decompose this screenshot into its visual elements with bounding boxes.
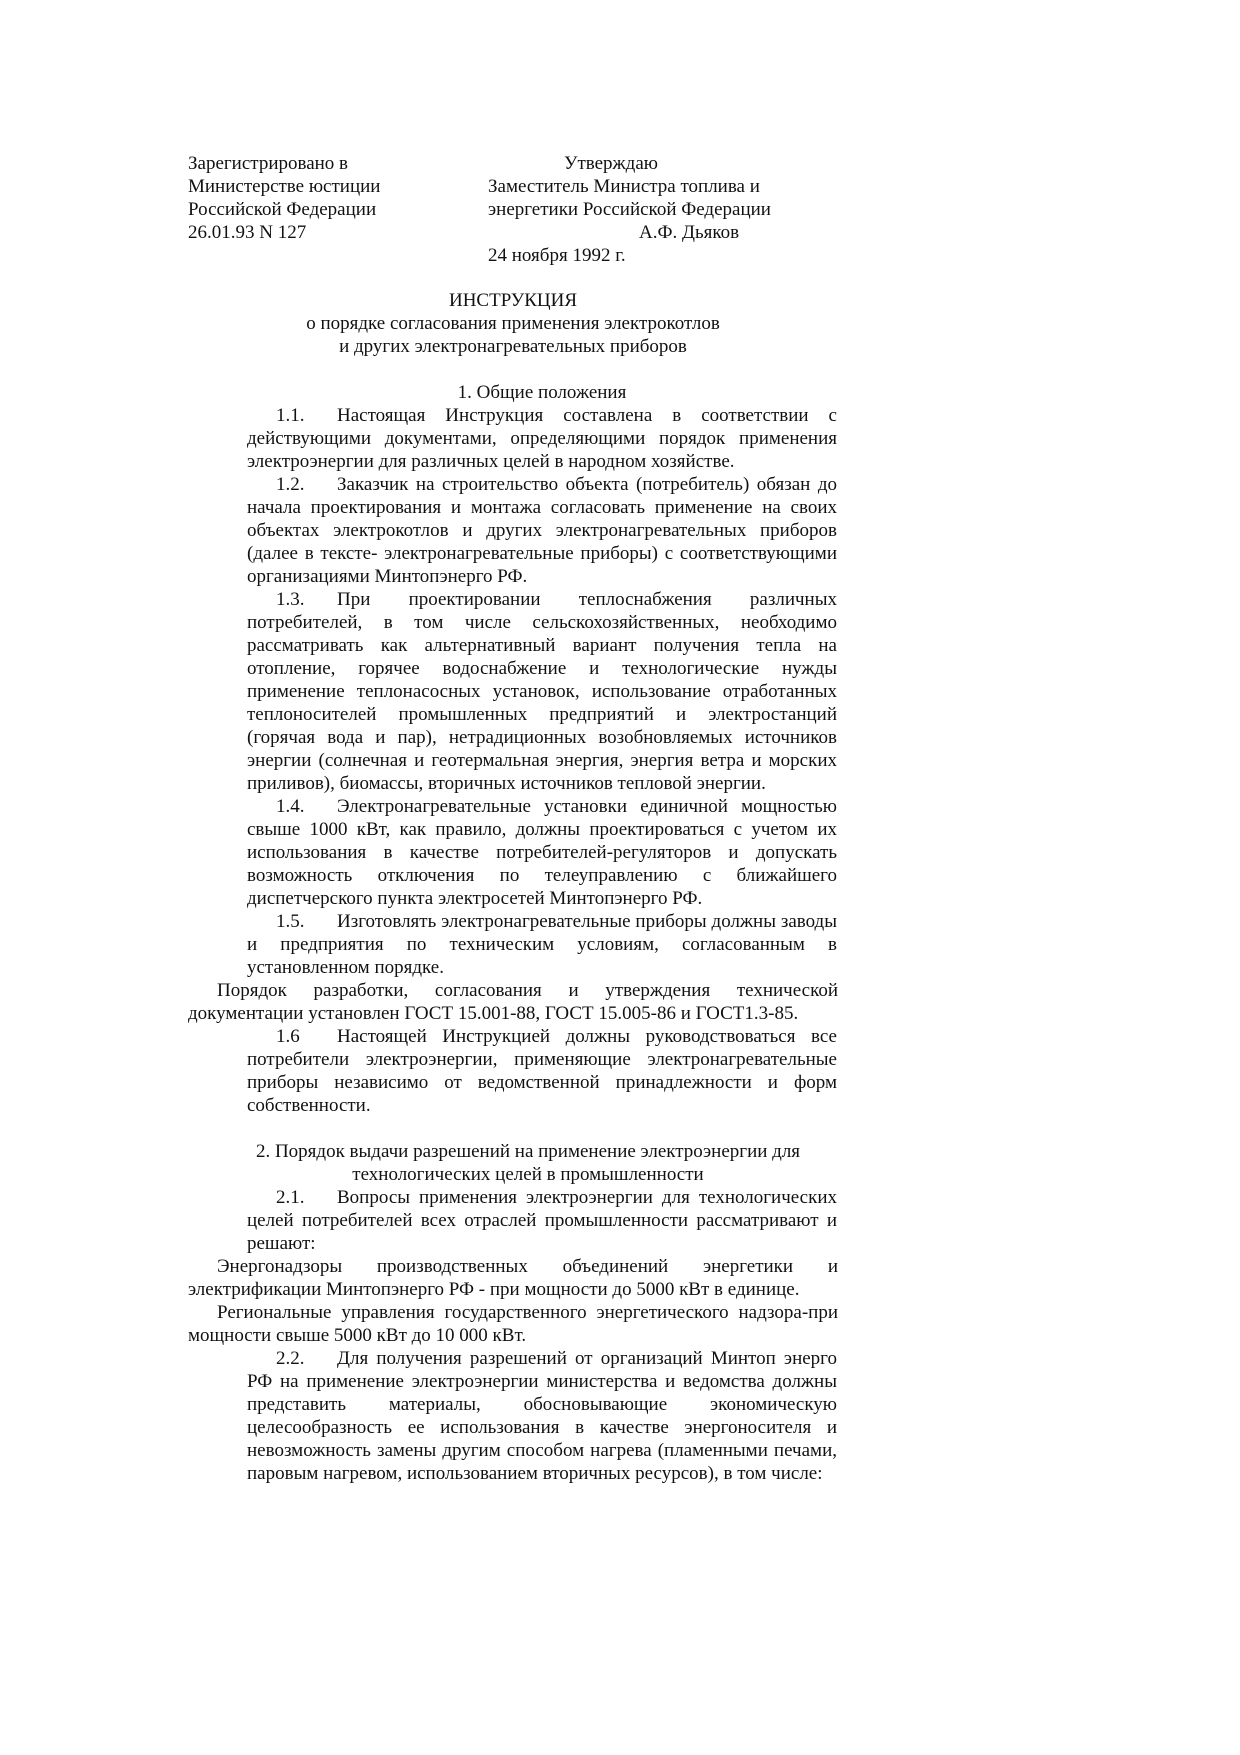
paragraph-energonadzor: Энергонадзоры производственных объединений энергетики и электрификации Минтопэнерго РФ - при мощности до 5000 кВт в единице. xyxy=(188,1256,838,1300)
paragraph-text: При проектировании теплоснабжения различных потребителей, в том числе сельскохозяйственных, необходимо рассматривать как альтернативный вариант получения тепла на отопление, горячее водоснабжение и технологические нужды применение теплонасосных установок, использование отработанных теплоносителей промышленных предприятий и электростанций (горячая вода и пар), нетрадиционных возобновляемых источников энергии (солнечная и геотермальная энергия, энергия ветра и морских приливов), биомассы, вторичных источников тепловой энергии. xyxy=(247,589,837,794)
paragraph-text: Настоящая Инструкция составлена в соответствии с действующими документами, определяющими порядок применения электроэнергии для различных целей в народном хозяйстве. xyxy=(247,405,837,472)
title-subtitle: о порядке согласования применения электрокотлов xyxy=(306,313,720,334)
paragraph-number: 1.1. xyxy=(276,405,305,426)
approver-name: А.Ф. Дьяков xyxy=(639,222,740,243)
paragraph-number: 1.6 xyxy=(276,1026,300,1047)
registration-line: Министерстве юстиции xyxy=(188,176,381,197)
paragraph-number: 2.1. xyxy=(276,1187,305,1208)
approval-block xyxy=(488,152,808,267)
paragraph-documentation-order: Порядок разработки, согласования и утверждения технической документации установлен ГОСТ 15.001-88, ГОСТ 15.005-86 и ГОСТ1.3-85. xyxy=(188,980,838,1024)
registration-block xyxy=(188,152,448,244)
approver-title: энергетики Российской Федерации xyxy=(488,199,771,220)
section-1-heading: 1. Общие положения xyxy=(457,382,627,403)
paragraph-1-2 xyxy=(247,473,837,588)
registration-line: Российской Федерации xyxy=(188,199,377,220)
paragraph-1-1 xyxy=(247,404,837,473)
approval-date: 24 ноября 1992 г. xyxy=(488,245,626,266)
paragraph-number: 1.3. xyxy=(276,589,305,610)
paragraph-2-1 xyxy=(247,1186,837,1255)
paragraph-1-5 xyxy=(247,910,837,979)
paragraph-1-4 xyxy=(247,795,837,910)
registration-line: Зарегистрировано в xyxy=(188,153,349,174)
document-title xyxy=(188,289,838,358)
section-2-heading-line: технологических целей в промышленности xyxy=(352,1164,704,1185)
section-2-heading-line: 2. Порядок выдачи разрешений на применение электроэнергии для xyxy=(255,1141,801,1162)
paragraph-2-2 xyxy=(247,1347,837,1485)
paragraph-1-3 xyxy=(247,588,837,795)
paragraph-text: Настоящей Инструкцией должны руководствоваться все потребители электроэнергии, применяющие электронагревательные приборы независимо от ведомственной принадлежности и форм собственности. xyxy=(247,1026,837,1116)
paragraph-text: Заказчик на строительство объекта (потребитель) обязан до начала проектирования и монтажа согласовать применение на своих объектах электрокотлов и других электронагревательных приборов (далее в тексте- электронагревательные приборы) с соответствующими организациями Минтопэнерго РФ. xyxy=(247,474,837,587)
paragraph-number: 1.5. xyxy=(276,911,305,932)
title-subtitle: и других электронагревательных приборов xyxy=(339,336,687,357)
paragraph-number: 2.2. xyxy=(276,1348,305,1369)
approve-label: Утверждаю xyxy=(564,153,658,174)
registration-number: 26.01.93 N 127 xyxy=(188,222,307,243)
paragraph-text: Вопросы применения электроэнергии для технологических целей потребителей всех отраслей промышленности рассматривают и решают: xyxy=(247,1187,837,1254)
document-body xyxy=(188,381,838,1485)
approver-title: Заместитель Министра топлива и xyxy=(488,176,760,197)
paragraph-number: 1.2. xyxy=(276,474,305,495)
paragraph-1-6 xyxy=(247,1025,837,1117)
paragraph-text: Для получения разрешений от организаций Минтоп энерго РФ на применение электроэнергии министерства и ведомства должны представить материалы, обосновывающие экономическую целесообразность ее использования в качестве энергоносителя и невозможность замены другим способом нагрева (пламенными печами, паровым нагревом, использованием вторичных ресурсов), в том числе: xyxy=(247,1348,837,1484)
paragraph-regional: Региональные управления государственного энергетического надзора-при мощности свыше 5000 кВт до 10 000 кВт. xyxy=(188,1302,838,1346)
paragraph-number: 1.4. xyxy=(276,796,305,817)
paragraph-text: Электронагревательные установки единичной мощностью свыше 1000 кВт, как правило, должны проектироваться с учетом их использования в качестве потребителей-регуляторов и допускать возможность отключения по телеуправлению с ближайшего диспетчерского пункта электросетей Минтопэнерго РФ. xyxy=(247,796,837,909)
section-2-heading xyxy=(218,1140,838,1186)
paragraph-text: Изготовлять электронагревательные приборы должны заводы и предприятия по техническим условиям, согласованным в установленном порядке. xyxy=(247,911,837,978)
title-main: ИНСТРУКЦИЯ xyxy=(448,290,578,311)
